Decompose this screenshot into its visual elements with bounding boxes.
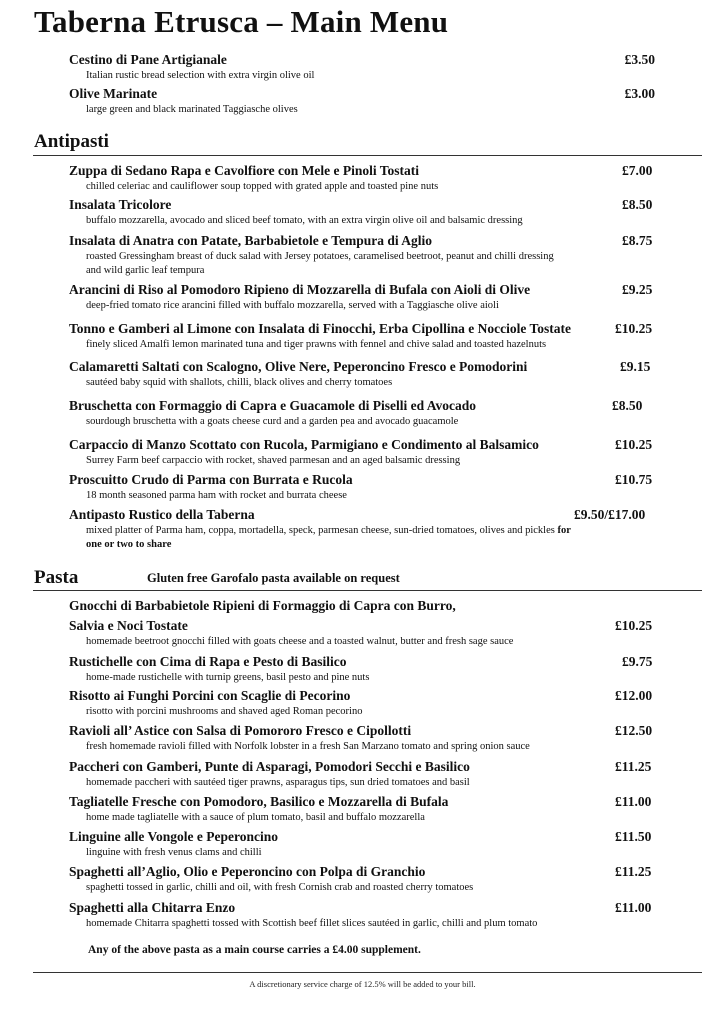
item-description: buffalo mozzarella, avocado and sliced beef tomato, with an extra virgin olive oil and balsamic dressing: [86, 215, 523, 226]
menu-item: [69, 472, 669, 503]
item-description-bold: for: [557, 525, 571, 536]
menu-item: [69, 163, 669, 194]
item-description: [86, 524, 639, 538]
item-name: Zuppa di Sedano Rapa e Cavolfiore con Mele e Pinoli Tostati: [69, 163, 420, 178]
section-heading-pasta: Pasta: [34, 567, 79, 588]
item-price: £11.50: [615, 829, 652, 844]
item-description-text: mixed platter of Parma ham, coppa, mortadella, speck, parmesan cheese, sun-dried tomatoes, olives and pickles: [86, 525, 555, 536]
item-price: £11.00: [615, 794, 652, 809]
item-description: risotto with porcini mushrooms and shaved aged Roman pecorino: [86, 706, 363, 717]
item-description: fresh homemade ravioli filled with Norfolk lobster in a fresh San Marzano tomato and spring onion sauce: [86, 741, 530, 752]
menu-item: [69, 282, 669, 313]
item-description: homemade Chitarra spaghetti tossed with Scottish beef fillet slices sautéed in garlic, chilli and plum tomato: [86, 918, 538, 929]
item-name: Carpaccio di Manzo Scottato con Rucola, Parmigiano e Condimento al Balsamico: [69, 437, 539, 452]
item-price: £11.25: [615, 759, 652, 774]
item-description: chilled celeriac and cauliflower soup topped with grated apple and toasted pine nuts: [86, 181, 439, 192]
menu-item: [69, 321, 629, 352]
item-price: £12.50: [615, 723, 653, 738]
item-name: Insalata Tricolore: [69, 197, 172, 212]
item-name: Insalata di Anatra con Patate, Barbabietole e Tempura di Aglio: [69, 233, 433, 248]
pasta-supplement-note: Any of the above pasta as a main course carries a £4.00 supplement.: [88, 944, 421, 956]
item-name: Paccheri con Gamberi, Punte di Asparagi, Pomodori Secchi e Basilico: [69, 759, 470, 774]
item-name: Arancini di Riso al Pomodoro Ripieno di Mozzarella di Bufala con Aioli di Olive: [69, 282, 531, 297]
item-name: Olive Marinate: [69, 86, 158, 101]
menu-item: [69, 829, 669, 860]
item-description: 18 month seasoned parma ham with rocket and burrata cheese: [86, 490, 347, 501]
item-name: Tagliatelle Fresche con Pomodoro, Basilico e Mozzarella di Bufala: [69, 794, 449, 809]
menu-item: [69, 359, 669, 390]
menu-item: [69, 900, 669, 931]
section-divider: [33, 590, 702, 591]
item-name: Calamaretti Saltati con Scalogno, Olive Nere, Peperoncino Fresco e Pomodorini: [69, 359, 528, 374]
item-description: roasted Gressingham breast of duck salad with Jersey potatoes, caramelised beetroot, peanut and chilli dressing: [86, 251, 554, 262]
menu-item: [69, 794, 669, 825]
menu-item: [69, 233, 669, 278]
item-description: large green and black marinated Taggiasche olives: [86, 104, 298, 115]
item-price: £9.15: [620, 359, 651, 374]
item-name: Linguine alle Vongole e Peperoncino: [69, 829, 279, 844]
item-name-cont: Salvia e Noci Tostate: [69, 618, 188, 633]
item-price: £8.50: [612, 398, 643, 413]
menu-item: [69, 598, 669, 649]
item-price: £10.25: [615, 437, 653, 452]
item-name: Cestino di Pane Artigianale: [69, 52, 227, 67]
item-price: £8.50: [622, 197, 653, 212]
item-description-cont: and wild garlic leaf tempura: [86, 265, 205, 276]
item-description: Italian rustic bread selection with extra virgin olive oil: [86, 70, 315, 81]
item-name: Rustichelle con Cima di Rapa e Pesto di Basilico: [69, 654, 347, 669]
item-name: Risotto ai Funghi Porcini con Scaglie di Pecorino: [69, 688, 351, 703]
item-name: Tonno e Gamberi al Limone con Insalata di Finocchi, Erba Cipollina e Nocciole Tostate: [69, 321, 572, 336]
item-description: Surrey Farm beef carpaccio with rocket, shaved parmesan and an aged balsamic dressing: [86, 455, 461, 466]
item-name: Ravioli all’ Astice con Salsa di Pomororo Fresco e Cipollotti: [69, 723, 412, 738]
item-price: £9.25: [622, 282, 653, 297]
menu-item: [69, 437, 669, 468]
item-price: £9.75: [622, 654, 653, 669]
item-description: sourdough bruschetta with a goats cheese curd and a garden pea and avocado guacamole: [86, 416, 459, 427]
item-price: £12.00: [615, 688, 653, 703]
item-price: £3.00: [624, 86, 655, 101]
item-description: finely sliced Amalfi lemon marinated tuna and tiger prawns with fennel and chive salad and toasted hazelnuts: [86, 339, 547, 350]
menu-title: Taberna Etrusca – Main Menu: [34, 4, 449, 39]
item-name: Spaghetti alla Chitarra Enzo: [69, 900, 236, 915]
item-price: £10.25: [615, 618, 653, 633]
item-description: homemade paccheri with sautéed tiger prawns, asparagus tips, sun dried tomatoes and basil: [86, 777, 470, 788]
item-price: £11.00: [615, 900, 652, 915]
menu-item: [69, 688, 669, 719]
section-divider: [33, 155, 702, 156]
menu-item: [69, 507, 639, 552]
menu-item: [69, 654, 669, 685]
menu-item-bread: [69, 52, 669, 83]
item-description: spaghetti tossed in garlic, chilli and oil, with fresh Cornish crab and roasted cherry tomatoes: [86, 882, 474, 893]
item-name: Proscuitto Crudo di Parma con Burrata e Rucola: [69, 472, 353, 487]
item-name: Gnocchi di Barbabietole Ripieni di Formaggio di Capra con Burro,: [69, 598, 456, 613]
section-heading-antipasti: Antipasti: [34, 131, 109, 152]
item-name: Antipasto Rustico della Taberna: [69, 507, 255, 522]
item-price: £10.25: [615, 321, 653, 336]
menu-item: [69, 723, 669, 754]
item-description: linguine with fresh venus clams and chilli: [86, 847, 262, 858]
menu-item: [69, 864, 669, 895]
item-price: £10.75: [615, 472, 653, 487]
item-price: £8.75: [622, 233, 653, 248]
item-description: homemade beetroot gnocchi filled with goats cheese and a toasted walnut, butter and fresh sage sauce: [86, 636, 514, 647]
menu-item: [69, 398, 669, 429]
item-description: deep-fried tomato rice arancini filled with buffalo mozzarella, served with a Taggiasche olive aioli: [86, 300, 499, 311]
item-description: home-made rustichelle with turnip greens, basil pesto and pine nuts: [86, 672, 370, 683]
item-description: sautéed baby squid with shallots, chilli, black olives and cherry tomatoes: [86, 377, 393, 388]
item-price: £9.50/£17.00: [574, 507, 646, 522]
gluten-free-note: Gluten free Garofalo pasta available on request: [147, 571, 400, 585]
item-description: home made tagliatelle with a sauce of plum tomato, basil and buffalo mozzarella: [86, 812, 425, 823]
item-name: Bruschetta con Formaggio di Capra e Guacamole di Piselli ed Avocado: [69, 398, 476, 413]
menu-item: [69, 759, 669, 790]
item-description-cont: one or two to share: [86, 539, 172, 550]
item-price: £11.25: [615, 864, 652, 879]
menu-item-olives: [69, 86, 669, 117]
service-charge-footer: A discretionary service charge of 12.5% will be added to your bill.: [249, 979, 476, 989]
item-price: £7.00: [622, 163, 653, 178]
footer-divider: [33, 972, 702, 973]
item-name: Spaghetti all’Aglio, Olio e Peperoncino con Polpa di Granchio: [69, 864, 426, 879]
item-price: £3.50: [624, 52, 655, 67]
menu-item: [69, 197, 669, 228]
